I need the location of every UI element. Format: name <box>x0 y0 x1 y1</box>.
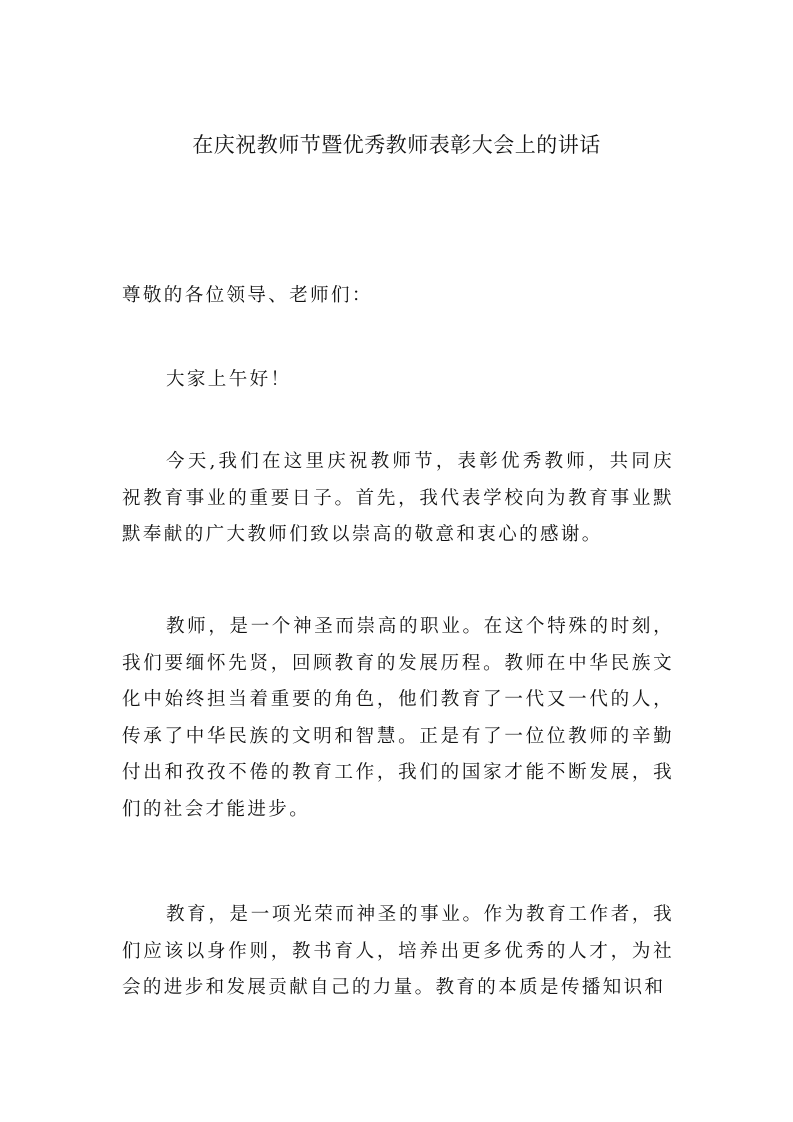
paragraph: 今天,我们在这里庆祝教师节，表彰优秀教师，共同庆祝教育事业的重要日子。首先，我代表学校向为教育事业默默奉献的广大教师们致以崇高的敬意和衷心的感谢。 <box>122 451 674 546</box>
greeting: 大家上午好！ <box>166 369 292 390</box>
salutation: 尊敬的各位领导、老师们： <box>122 285 373 306</box>
document-title: 在庆祝教师节暨优秀教师表彰大会上的讲话 <box>192 133 601 157</box>
paragraph: 教育，是一项光荣而神圣的事业。作为教育工作者，我们应该以身作则，教书育人，培养出更多优秀的人才，为社会的进步和发展贡献自己的力量。教育的本质是传播知识和 <box>122 904 674 999</box>
paragraph: 教师，是一个神圣而崇高的职业。在这个特殊的时刻，我们要缅怀先贤，回顾教育的发展历程。教师在中华民族文化中始终担当着重要的角色，他们教育了一代又一代的人，传承了中华民族的文明和智慧。正是有了一位位教师的辛勤付出和孜孜不倦的教育工作，我们的国家才能不断发展，我们的社会才能进步。 <box>122 616 674 820</box>
